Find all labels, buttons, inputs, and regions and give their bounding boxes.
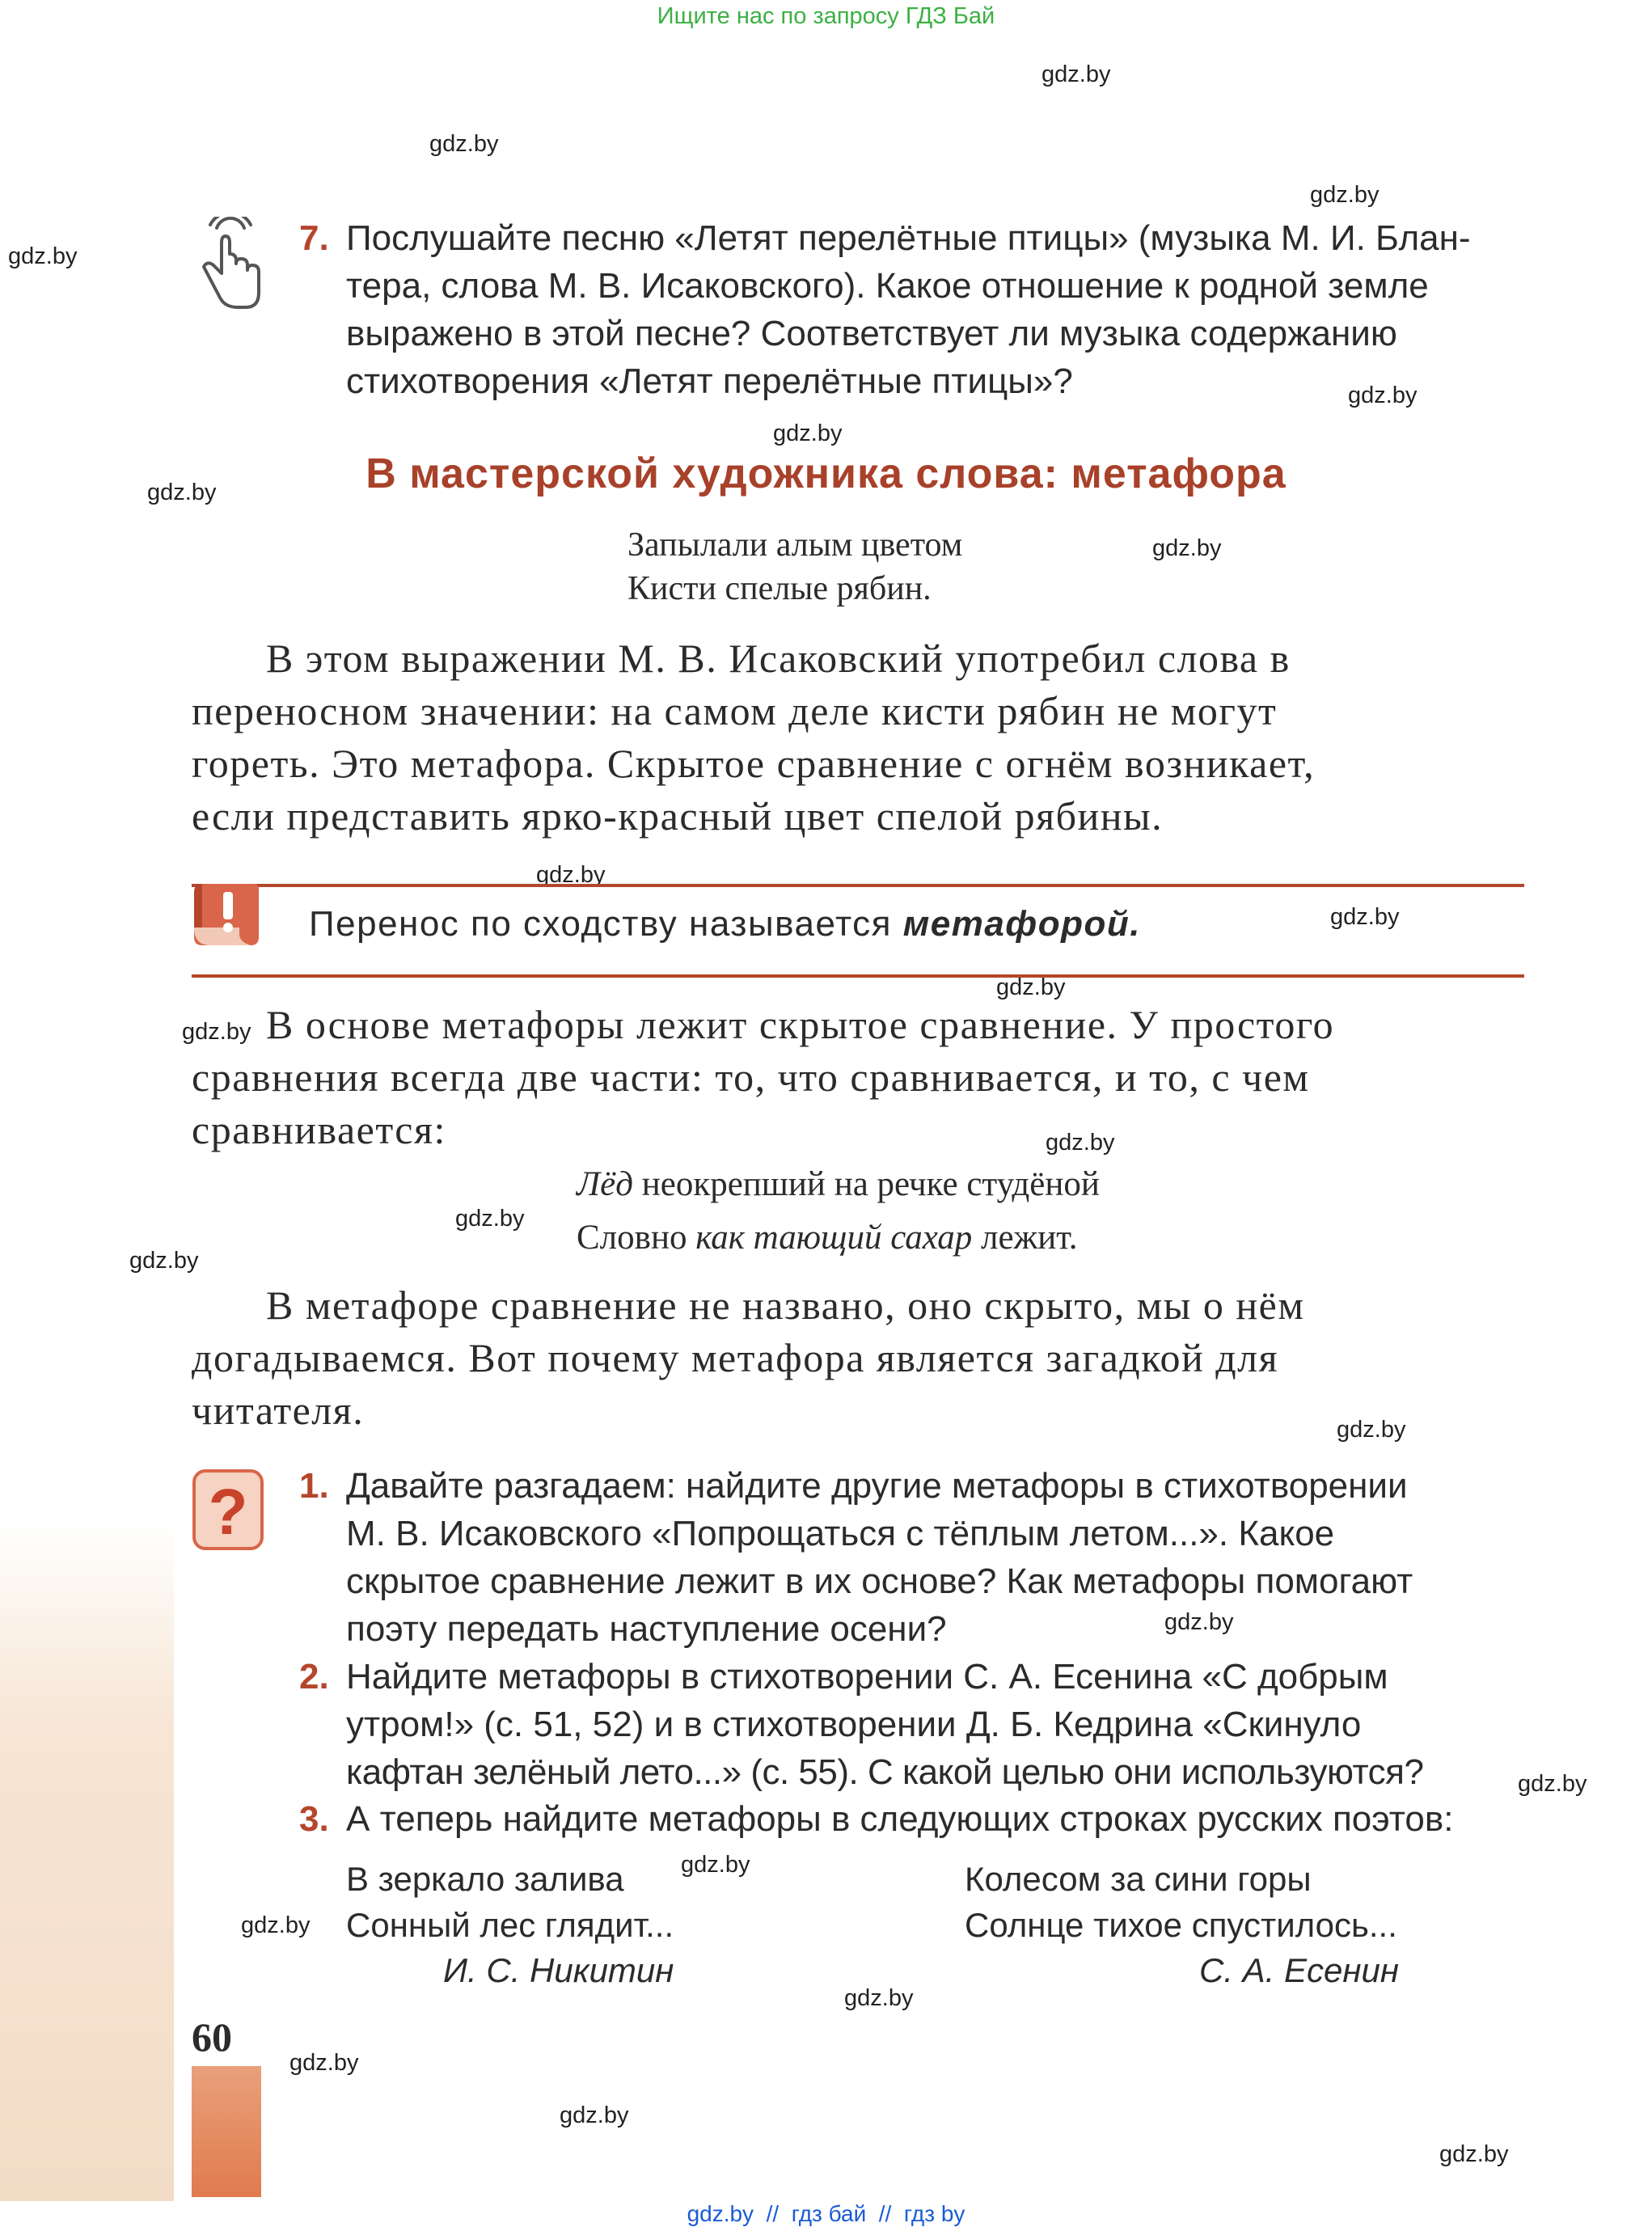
poem-author: И. С. Никитин	[443, 1951, 674, 1989]
poem-italic: как тающий сахар	[695, 1219, 973, 1257]
watermark: gdz.by	[1310, 182, 1379, 208]
poem-line: В зеркало залива	[346, 1860, 624, 1898]
question-1	[299, 1462, 1524, 1653]
task-line: стихотворения «Летят перелётные птицы»?	[346, 361, 1073, 401]
watermark: gdz.by	[1041, 61, 1111, 87]
watermark: gdz.by	[773, 420, 843, 446]
question-line: кафтан зелёный лето...» (с. 55). С какой целью они используются?	[346, 1752, 1424, 1792]
watermark: gdz.by	[147, 480, 217, 505]
page-number: 60	[192, 2014, 232, 2060]
question-number: 1.	[299, 1466, 329, 1506]
watermark: gdz.by	[1439, 2141, 1509, 2167]
watermark: gdz.by	[182, 1019, 251, 1045]
page-tab	[192, 2066, 261, 2197]
comparison-poem	[577, 1158, 1100, 1265]
paragraph-line: догадываемся. Вот почему метафора является загадкой для	[192, 1335, 1279, 1380]
rule-text	[309, 904, 1141, 944]
top-banner: Ищите нас по запросу ГДЗ Бай	[657, 3, 995, 29]
rule-definition: Перенос по сходству называется	[309, 904, 892, 944]
paragraph-line: переносном значении: на самом деле кисти рябин не могут	[192, 688, 1278, 733]
watermark: gdz.by	[129, 1248, 199, 1274]
watermark: gdz.by	[996, 974, 1066, 1000]
paragraph-line: В метафоре сравнение не названо, оно скрыто, мы о нём	[266, 1283, 1305, 1328]
question-line: А теперь найдите метафоры в следующих строках русских поэтов:	[346, 1799, 1454, 1839]
watermark: gdz.by	[560, 2102, 629, 2128]
watermark: gdz.by	[289, 2050, 359, 2076]
watermark: gdz.by	[1337, 1417, 1406, 1443]
pointing-hand-icon	[192, 217, 265, 312]
question-line: М. В. Исаковского «Попрощаться с тёплым летом...». Какое	[346, 1514, 1335, 1553]
question-line: скрытое сравнение лежит в их основе? Как метафоры помогают	[346, 1561, 1413, 1601]
watermark: gdz.by	[1330, 904, 1400, 930]
question-line: утром!» (с. 51, 52) и в стихотворении Д. Б. Кедрина «Скинуло	[346, 1705, 1362, 1744]
paragraph-line: сравнения всегда две части: то, что сравнивается, и то, с чем	[192, 1054, 1310, 1100]
paragraph-line: читателя.	[192, 1388, 365, 1433]
paragraph-line: если представить ярко-красный цвет спелой рябины.	[192, 793, 1164, 839]
question-number: 3.	[299, 1799, 329, 1839]
question-2	[299, 1653, 1524, 1796]
task-7	[299, 214, 1524, 405]
watermark: gdz.by	[241, 1912, 311, 1938]
paragraph-2	[192, 999, 1524, 1156]
poem-italic: Лёд	[577, 1165, 633, 1203]
svg-text:?: ?	[208, 1476, 248, 1548]
paragraph-line: В этом выражении М. В. Исаковский употребил слова в	[266, 636, 1291, 681]
watermark: gdz.by	[8, 243, 78, 269]
poem-left	[346, 1856, 674, 1948]
question-line: поэту передать наступление осени?	[346, 1609, 947, 1649]
question-3	[299, 1795, 1524, 1843]
task-number: 7.	[299, 218, 329, 258]
poem-text: неокрепший на речке студёной	[632, 1165, 1100, 1203]
watermark: gdz.by	[1046, 1130, 1115, 1156]
paragraph-line: гореть. Это метафора. Скрытое сравнение с огнём возникает,	[192, 741, 1316, 786]
watermark: gdz.by	[681, 1852, 750, 1878]
watermark: gdz.by	[429, 131, 499, 157]
watermark: gdz.by	[536, 862, 606, 888]
bottom-banner: gdz.by // гдз бай // гдз by	[687, 2201, 965, 2226]
task-line: тера, слова М. В. Исаковского). Какое отношение к родной земле	[346, 266, 1429, 306]
poem-author: С. А. Есенин	[1199, 1951, 1399, 1989]
watermark: gdz.by	[1348, 382, 1418, 408]
poem-line: Колесом за сини горы	[965, 1860, 1312, 1898]
question-line: Найдите метафоры в стихотворении С. А. Есенина «С добрым	[346, 1657, 1388, 1697]
watermark: gdz.by	[1164, 1609, 1234, 1635]
poem-line: Сонный лес глядит...	[346, 1906, 674, 1944]
poem-text: Словно	[577, 1219, 696, 1257]
task-line: Послушайте песню «Летят перелётные птицы» (музыка М. И. Блан-	[346, 218, 1471, 258]
paragraph-line: сравнивается:	[192, 1107, 446, 1152]
paragraph-3	[192, 1279, 1524, 1437]
poem-line: Солнце тихое спустилось...	[965, 1906, 1397, 1944]
epigraph-line: Запылали алым цветом	[627, 526, 963, 564]
question-number: 2.	[299, 1657, 329, 1697]
question-mark-icon	[191, 1468, 265, 1552]
poem-text: лежит.	[972, 1219, 1078, 1257]
watermark: gdz.by	[1152, 535, 1222, 561]
watermark: gdz.by	[844, 1985, 914, 2011]
decorative-background	[0, 1520, 174, 2201]
watermark: gdz.by	[455, 1206, 525, 1232]
paragraph-1	[192, 632, 1524, 843]
task-line: выражено в этой песне? Соответствует ли музыка содержанию	[346, 314, 1397, 353]
section-title: В мастерской художника слова: метафора	[365, 450, 1287, 497]
poem-right	[965, 1856, 1397, 1948]
paragraph-line: В основе метафоры лежит скрытое сравнение. У простого	[266, 1002, 1335, 1047]
rule-term: метафорой.	[902, 904, 1141, 944]
epigraph	[627, 523, 962, 611]
epigraph-line: Кисти спелые рябин.	[627, 570, 932, 607]
exclamation-scroll-icon	[191, 877, 264, 950]
watermark: gdz.by	[1518, 1771, 1587, 1797]
question-line: Давайте разгадаем: найдите другие метафоры в стихотворении	[346, 1466, 1408, 1506]
